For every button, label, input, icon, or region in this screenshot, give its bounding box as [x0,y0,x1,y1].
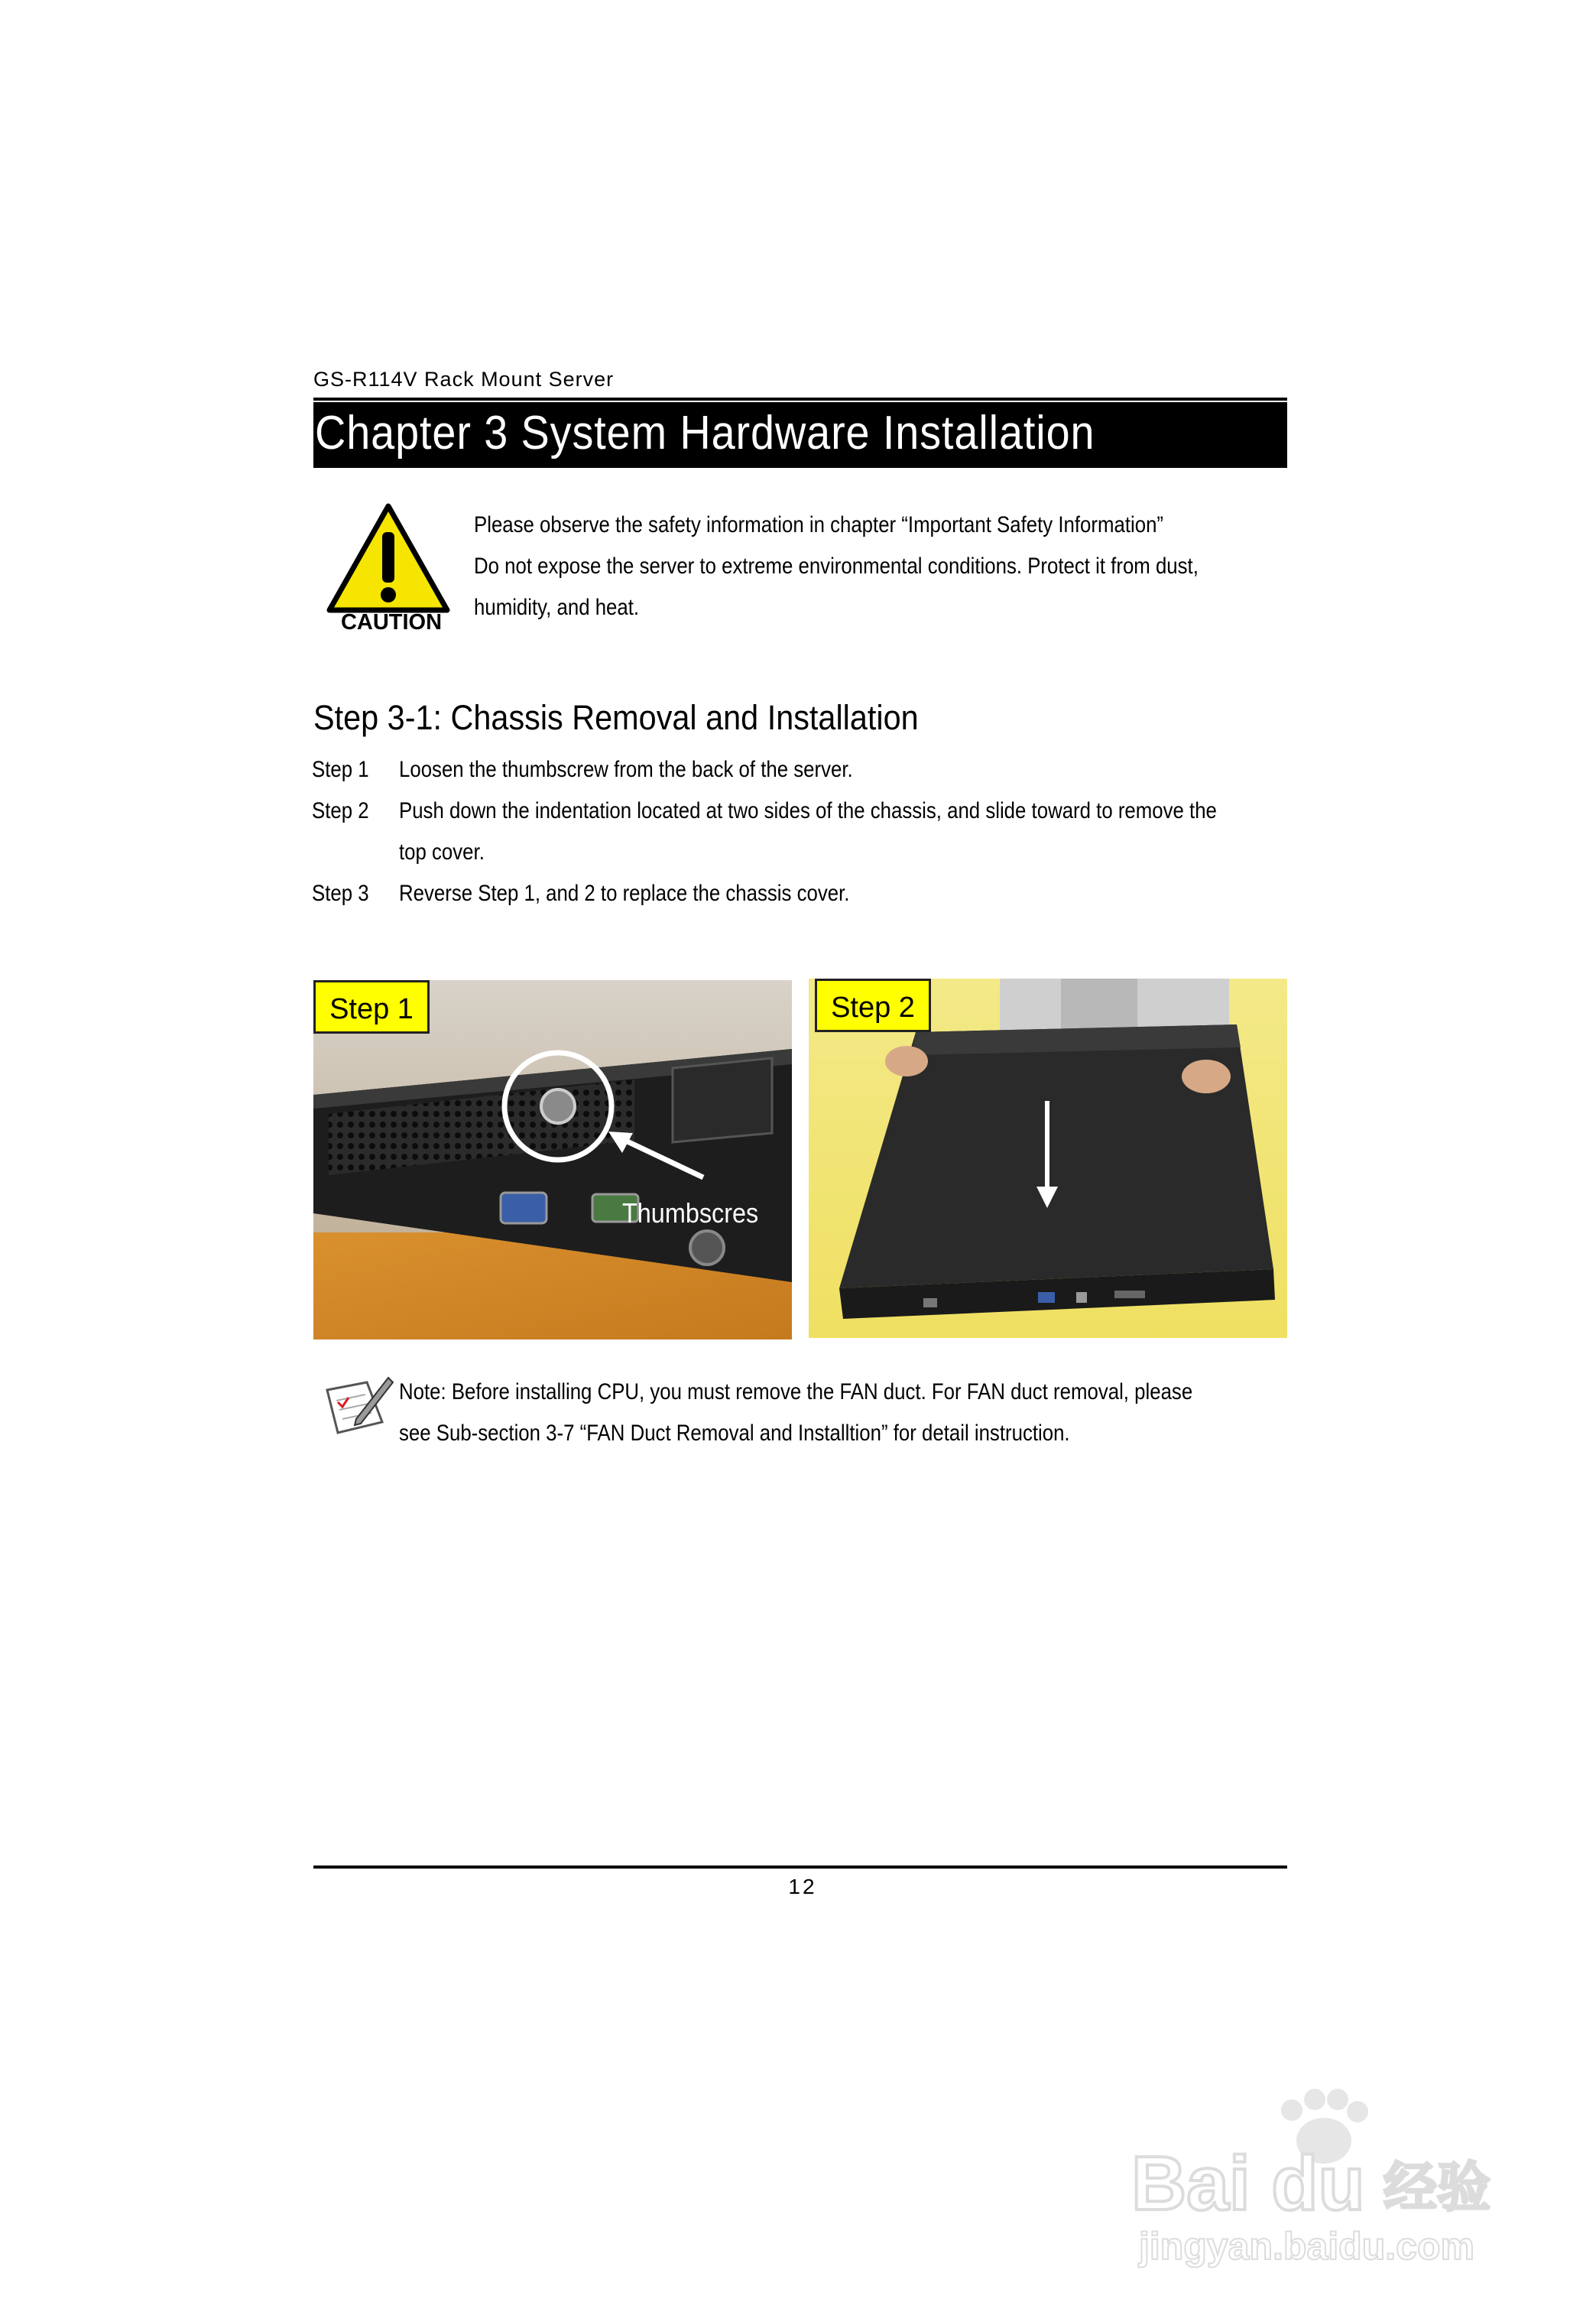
note-line-2: see Sub-section 3-7 “FAN Duct Removal and Installtion” for detail instruction. [399,1421,1070,1446]
note-pencil-icon [321,1375,394,1440]
step2-tag: Step 2 [815,979,931,1032]
section-heading: Step 3-1: Chassis Removal and Installation [313,698,919,737]
footer-rule [313,1866,1287,1869]
caution-line-1: Please observe the safety information in chapter “Important Safety Information” [474,512,1164,537]
svg-text:jingyan.baidu.com: jingyan.baidu.com [1139,2225,1474,2268]
document-header: GS-R114V Rack Mount Server [313,368,615,391]
header-rule [313,398,1287,401]
caution-line-3: humidity, and heat. [474,595,640,620]
caution-line-2: Do not expose the server to extreme environmental conditions. Protect it from dust, [474,554,1199,579]
thumbscrew-callout: Thumbscres [622,1197,759,1229]
svg-text:Bai du: Bai du [1131,2141,1365,2226]
step-text-continued: top cover. [399,839,485,865]
step-text: Reverse Step 1, and 2 to replace the chassis cover. [399,881,850,906]
step-label: Step 2 [312,798,369,823]
note-line-1: Note: Before installing CPU, you must remove the FAN duct. For FAN duct removal, please [399,1379,1193,1404]
baidu-jingyan-watermark [1124,2072,1521,2271]
step-text: Loosen the thumbscrew from the back of the server. [399,757,853,782]
svg-text:经验: 经验 [1384,2156,1491,2219]
step1-tag: Step 1 [313,980,430,1034]
step-label: Step 3 [312,881,369,906]
page-number: 12 [788,1875,817,1898]
step-label: Step 1 [312,757,369,782]
chapter-title: Chapter 3 System Hardware Installation [315,407,1095,459]
caution-label: CAUTION [340,610,443,635]
step-text: Push down the indentation located at two sides of the chassis, and slide toward to remove the [399,798,1217,823]
